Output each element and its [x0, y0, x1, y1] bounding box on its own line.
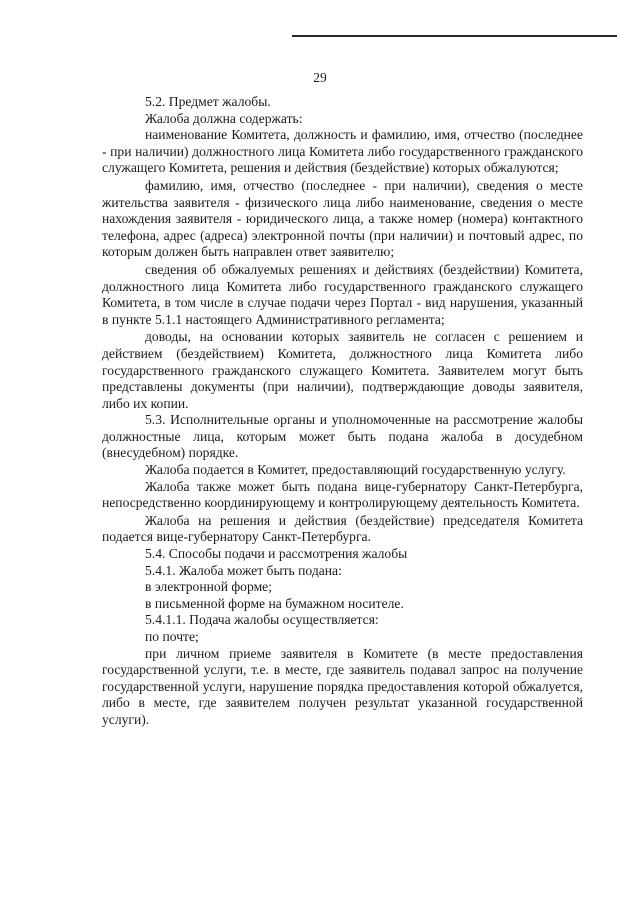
paragraph-item-applicant: фамилию, имя, отчество (последнее - при наличии), сведения о месте жительства заявителя - физического лица либо наименование, сведения о месте нахождения заявителя - юридического лица, а также номер (номера) контактного телефона, адрес (адреса) электронной почты (при наличии) и почтовый адрес, по которым должен быть направлен ответ заявителю;	[102, 177, 583, 260]
page-number: 29	[313, 70, 327, 85]
paragraph-5-4-1: 5.4.1. Жалоба может быть подана:	[145, 562, 342, 578]
paragraph-item-arguments: доводы, на основании которых заявитель не согласен с решением и действием (бездействием) Комитета, должностного лица Комитета либо государственного гражданского служащего Комитета. Заявителем могут быть представлены документы (при наличии), подтверждающие доводы заявителя, либо их копии.	[102, 329, 583, 411]
paragraph-5-4-heading: 5.4. Способы подачи и рассмотрения жалобы	[145, 546, 408, 562]
scan-edge-line	[292, 35, 617, 37]
paragraph-electronic-form: в электронной форме;	[145, 579, 272, 595]
paragraph-by-mail: по почте;	[145, 629, 199, 644]
document-body	[102, 94, 583, 729]
paragraph-5-3-heading: 5.3. Исполнительные органы и уполномоченные на рассмотрение жалобы должностные лица, которым может быть подана жалоба в досудебном (внесудебном) порядке.	[102, 412, 583, 461]
paragraph-item-decisions: сведения об обжалуемых решениях и действиях (бездействии) Комитета, должностного лица Комитета либо государственного гражданского служащего Комитета, в том числе в случае подачи через Портал - вид нарушения, указанный в пункте 5.1.1 настоящего Административного регламента;	[102, 261, 583, 327]
paragraph-5-4-1-1: 5.4.1.1. Подача жалобы осуществляется:	[145, 612, 379, 628]
paragraph-personal-reception: при личном приеме заявителя в Комитете (в месте предоставления государственной услуги, т.е. в месте, где заявитель подавал запрос на получение государственной услуги, нарушение порядка предоставления которой обжалуется, либо в месте, где заявителем получен результат указанной государственной услуги).	[102, 645, 583, 727]
paragraph-paper-form: в письменной форме на бумажном носителе.	[145, 595, 404, 611]
paragraph-item-name: наименование Комитета, должность и фамилию, имя, отчество (последнее - при наличии) должностного лица Комитета либо государственного гражданского служащего Комитета, решения и действия (бездействие) которых обжалуются;	[102, 127, 583, 176]
paragraph-complaint-contents: Жалоба должна содержать:	[145, 110, 303, 126]
paragraph-vice-governor: Жалоба также может быть подана вице-губернатору Санкт-Петербурга, непосредственно координирующему и контролирующему деятельность Комитета.	[102, 478, 583, 511]
paragraph-chairman: Жалоба на решения и действия (бездействие) председателя Комитета подается вице-губернатору Санкт-Петербурга.	[102, 512, 583, 545]
paragraph-5-2-heading: 5.2. Предмет жалобы.	[145, 94, 271, 109]
paragraph-filed-to-committee: Жалоба подается в Комитет, предоставляющий государственную услугу.	[145, 462, 566, 478]
